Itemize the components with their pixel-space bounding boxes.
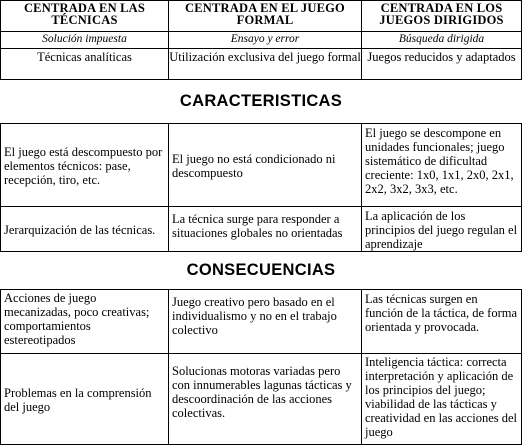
header-juego-formal: CENTRADA EN EL JUEGO FORMAL <box>168 1 362 31</box>
cell-text: El juego está descompuesto por elementos técnicos: pase, recepción, tiro, etc. <box>4 145 163 187</box>
caracteristicas-title: CARACTERISTICAS <box>179 92 343 110</box>
consecuencias-row1-col2: Juego creativo pero basado en el individualismo y no en el trabajo colectivo <box>168 290 362 353</box>
tecnicas-cell-1: Técnicas analíticas <box>0 49 169 79</box>
consecuencias-row2-col1 <box>0 354 169 444</box>
cell-text: El juego no está condicionado ni descompuesto <box>172 152 336 180</box>
table-row <box>0 353 522 445</box>
consecuencias-row2-col2: Solucionas motoras variadas pero con innumerables lagunas tácticas y descoordinación de las acciones colectivas. <box>168 354 362 444</box>
header-row <box>0 0 522 32</box>
header-tecnicas: CENTRADA EN LAS TÉCNICAS <box>0 1 169 31</box>
caracteristicas-row2-col2: La técnica surge para responder a situaciones globales no orientadas <box>168 207 362 251</box>
tecnicas-cell-2: Utilización exclusiva del juego formal <box>168 49 362 79</box>
table-row <box>0 123 522 206</box>
caracteristicas-row1-col3: El juego se descompone en unidades funcionales; juego sistemático de dificultad creciente: 1x0, 1x1, 2x0, 2x1, 2x2, 3x2, 3x3, etc. <box>361 124 522 206</box>
tecnicas-row <box>0 49 522 80</box>
caracteristicas-row2-col1 <box>0 207 169 251</box>
consecuencias-title: CONSECUENCIAS <box>186 261 336 279</box>
consecuencias-row1-col3: Las técnicas surgen en función de la táctica, de forma orientada y provocada. <box>361 290 522 353</box>
table-row <box>0 206 522 252</box>
consecuencias-row1-col1: Acciones de juego mecanizadas, poco creativas; comportamientos estereotipados <box>0 290 169 353</box>
header-juegos-dirigidos: CENTRADA EN LOS JUEGOS DIRIGIDOS <box>361 1 522 31</box>
consecuencias-row2-col3: Inteligencia táctica: correcta interpretación y aplicación de los principios del juego; viabilidad de las tácticas y creatividad en las acciones del juego <box>361 354 522 444</box>
subheader-tecnicas: Solución impuesta <box>0 32 169 48</box>
caracteristicas-row1-col1 <box>0 124 169 206</box>
subheader-row <box>0 32 522 49</box>
cell-text: Problemas en la comprensión del juego <box>4 386 152 414</box>
tecnicas-cell-3: Juegos reducidos y adaptados <box>361 49 522 79</box>
caracteristicas-row2-col3: La aplicación de los principios del juego regulan el aprendizaje <box>361 207 522 251</box>
table-row <box>0 289 522 353</box>
subheader-juego-formal: Ensayo y error <box>168 32 362 48</box>
cell-text: Jerarquización de las técnicas. <box>4 223 156 237</box>
subheader-juegos-dirigidos: Búsqueda dirigida <box>361 32 522 48</box>
caracteristicas-row1-col2 <box>168 124 362 206</box>
